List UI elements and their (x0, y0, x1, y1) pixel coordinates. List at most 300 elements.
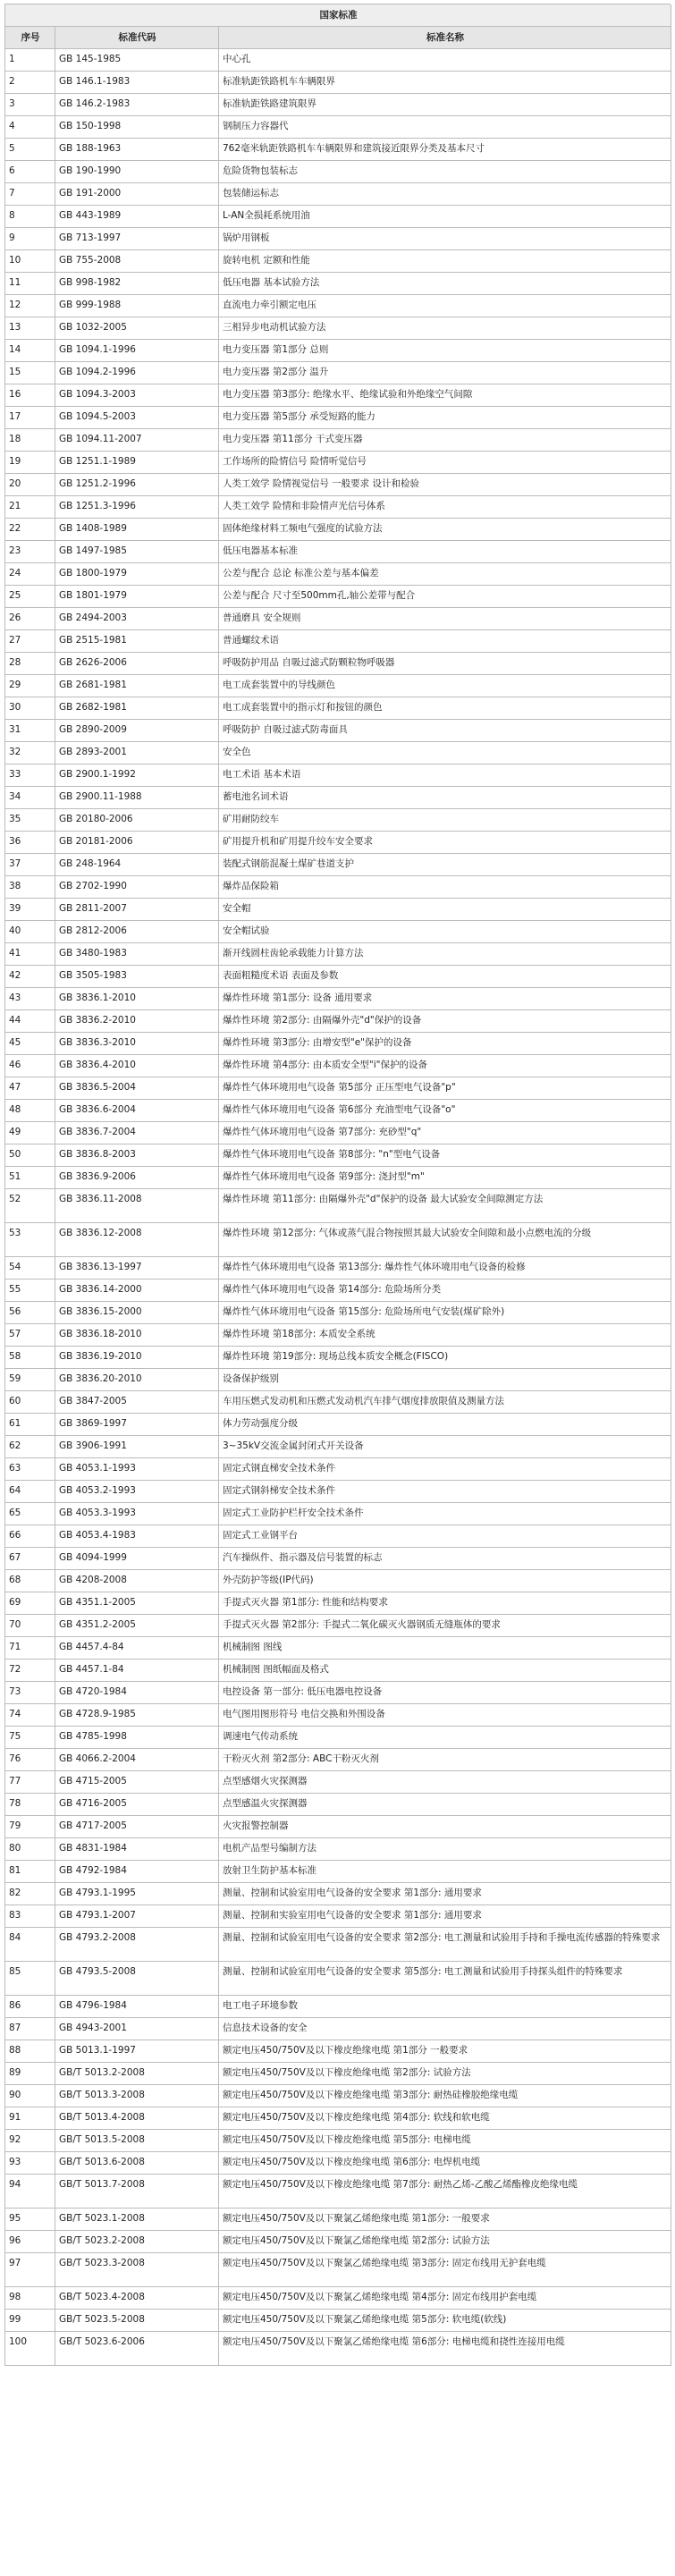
table-row (5, 943, 671, 966)
table-row (5, 340, 671, 362)
table-row (5, 1324, 671, 1347)
row-index: 88 (5, 2040, 55, 2063)
row-name: 电工成套装置中的导线颜色 (219, 675, 671, 697)
row-code: GB 3836.5-2004 (55, 1077, 219, 1100)
row-code: GB 146.2-1983 (55, 94, 219, 116)
table-row (5, 1436, 671, 1458)
row-name: 固体绝缘材料工频电气强度的试验方法 (219, 519, 671, 541)
table-row (5, 1816, 671, 1838)
table-row (5, 1414, 671, 1436)
row-index: 35 (5, 809, 55, 832)
row-name: 电控设备 第一部分: 低压电器电控设备 (219, 1682, 671, 1704)
row-name: 762毫米轨距铁路机车车辆限界和建筑接近限界分类及基本尺寸 (219, 139, 671, 161)
table-body (5, 49, 671, 2366)
row-index: 45 (5, 1033, 55, 1055)
row-index: 71 (5, 1637, 55, 1660)
table-row (5, 1905, 671, 1928)
table-row (5, 1883, 671, 1905)
row-name: 手提式灭火器 第1部分: 性能和结构要求 (219, 1592, 671, 1615)
row-code: GB/T 5023.3-2008 (55, 2253, 219, 2287)
row-code: GB 4728.9-1985 (55, 1704, 219, 1727)
row-code: GB 1408-1989 (55, 519, 219, 541)
table-row (5, 1660, 671, 1682)
table-row (5, 1055, 671, 1077)
row-name: 爆炸性气体环境用电气设备 第14部分: 危险场所分类 (219, 1280, 671, 1302)
table-row (5, 1122, 671, 1144)
row-code: GB 4053.2-1993 (55, 1481, 219, 1503)
table-row (5, 1861, 671, 1883)
row-index: 16 (5, 384, 55, 407)
row-name: 呼吸防护 自吸过滤式防毒面具 (219, 720, 671, 742)
table-row (5, 2063, 671, 2085)
table-header-row (5, 27, 671, 49)
row-index: 13 (5, 317, 55, 340)
table-row (5, 1928, 671, 1962)
row-index: 12 (5, 295, 55, 317)
table-row (5, 563, 671, 586)
row-code: GB 20180-2006 (55, 809, 219, 832)
row-code: GB 998-1982 (55, 273, 219, 295)
row-code: GB 4715-2005 (55, 1771, 219, 1794)
table-row (5, 1347, 671, 1369)
row-code: GB 4351.2-2005 (55, 1615, 219, 1637)
row-name: 爆炸性气体环境用电气设备 第9部分: 浇封型"m" (219, 1167, 671, 1189)
table-row (5, 966, 671, 988)
row-name: 外壳防护等级(IP代码) (219, 1570, 671, 1592)
row-name: 爆炸性气体环境用电气设备 第6部分 充油型电气设备"o" (219, 1100, 671, 1122)
row-index: 70 (5, 1615, 55, 1637)
row-name: L-AN全损耗系统用油 (219, 206, 671, 228)
row-name: 人类工效学 险情视觉信号 一般要求 设计和检验 (219, 474, 671, 496)
row-name: 额定电压450/750V及以下聚氯乙烯绝缘电缆 第5部分: 软电缆(软线) (219, 2310, 671, 2332)
row-code: GB 1032-2005 (55, 317, 219, 340)
row-code: GB/T 5013.3-2008 (55, 2085, 219, 2107)
table-row (5, 697, 671, 720)
row-code: GB 4716-2005 (55, 1794, 219, 1816)
table-row (5, 1167, 671, 1189)
row-index: 85 (5, 1962, 55, 1996)
row-index: 49 (5, 1122, 55, 1144)
row-name: 电机产品型号编制方法 (219, 1838, 671, 1861)
row-name: 测量、控制和试验室用电气设备的安全要求 第2部分: 电工测量和试验用手持和手操电流传感器的特殊要求 (219, 1928, 671, 1962)
row-index: 27 (5, 630, 55, 653)
row-code: GB/T 5023.4-2008 (55, 2287, 219, 2310)
row-code: GB 1094.2-1996 (55, 362, 219, 384)
table-row (5, 1794, 671, 1816)
row-code: GB 4792-1984 (55, 1861, 219, 1883)
table-row (5, 742, 671, 764)
row-index: 81 (5, 1861, 55, 1883)
row-index: 65 (5, 1503, 55, 1525)
row-index: 95 (5, 2209, 55, 2231)
row-name: 额定电压450/750V及以下聚氯乙烯绝缘电缆 第6部分: 电梯电缆和挠性连接用电缆 (219, 2332, 671, 2366)
row-name: 电工成套装置中的指示灯和按钮的颜色 (219, 697, 671, 720)
row-name: 装配式钢筋混凝土煤矿巷道支护 (219, 854, 671, 876)
row-name: 三相异步电动机试验方法 (219, 317, 671, 340)
row-index: 34 (5, 787, 55, 809)
row-code: GB 3906-1991 (55, 1436, 219, 1458)
row-code: GB 2900.11-1988 (55, 787, 219, 809)
header-code: 标准代码 (55, 27, 219, 49)
row-code: GB 4053.4-1983 (55, 1525, 219, 1548)
row-name: 矿用耐防绞车 (219, 809, 671, 832)
row-code: GB/T 5023.1-2008 (55, 2209, 219, 2231)
row-name: 额定电压450/750V及以下橡皮绝缘电缆 第4部分: 软线和软电缆 (219, 2107, 671, 2130)
table-row (5, 809, 671, 832)
row-index: 32 (5, 742, 55, 764)
table-row (5, 139, 671, 161)
row-code: GB 2702-1990 (55, 876, 219, 899)
table-row (5, 1704, 671, 1727)
row-code: GB 4457.1-84 (55, 1660, 219, 1682)
table-row (5, 720, 671, 742)
row-index: 30 (5, 697, 55, 720)
row-name: 工作场所的险情信号 险情听觉信号 (219, 452, 671, 474)
row-name: 额定电压450/750V及以下橡皮绝缘电缆 第5部分: 电梯电缆 (219, 2130, 671, 2152)
row-index: 38 (5, 876, 55, 899)
row-index: 18 (5, 429, 55, 452)
row-index: 43 (5, 988, 55, 1010)
table-row (5, 1727, 671, 1749)
table-row (5, 273, 671, 295)
row-name: 机械制图 图线 (219, 1637, 671, 1660)
table-row (5, 764, 671, 787)
table-row (5, 1481, 671, 1503)
table-row (5, 1010, 671, 1033)
row-index: 80 (5, 1838, 55, 1861)
row-index: 21 (5, 496, 55, 519)
row-index: 61 (5, 1414, 55, 1436)
table-row (5, 1637, 671, 1660)
row-name: 包装储运标志 (219, 183, 671, 206)
table-row (5, 317, 671, 340)
row-name: 固定式钢斜梯安全技术条件 (219, 1481, 671, 1503)
row-name: 标准轨距铁路建筑限界 (219, 94, 671, 116)
row-code: GB/T 5023.5-2008 (55, 2310, 219, 2332)
table-row (5, 2130, 671, 2152)
row-code: GB 3836.11-2008 (55, 1189, 219, 1223)
row-name: 火灾报警控制器 (219, 1816, 671, 1838)
row-name: 汽车操纵件、指示器及信号装置的标志 (219, 1548, 671, 1570)
table-row (5, 384, 671, 407)
row-index: 59 (5, 1369, 55, 1391)
row-code: GB 3836.7-2004 (55, 1122, 219, 1144)
table-row (5, 675, 671, 697)
row-index: 36 (5, 832, 55, 854)
table-row (5, 2040, 671, 2063)
table-row (5, 899, 671, 921)
row-code: GB 1094.3-2003 (55, 384, 219, 407)
row-name: 固定式工业防护栏杆安全技术条件 (219, 1503, 671, 1525)
row-name: 爆炸性环境 第1部分: 设备 通用要求 (219, 988, 671, 1010)
table-row (5, 519, 671, 541)
row-name: 固定式工业钢平台 (219, 1525, 671, 1548)
row-code: GB 248-1964 (55, 854, 219, 876)
row-code: GB 4943-2001 (55, 2018, 219, 2040)
row-name: 安全色 (219, 742, 671, 764)
row-name: 低压电器 基本试验方法 (219, 273, 671, 295)
row-name: 3~35kV交流金属封闭式开关设备 (219, 1436, 671, 1458)
table-row (5, 2253, 671, 2287)
row-name: 点型感烟火灾探测器 (219, 1771, 671, 1794)
table-row (5, 429, 671, 452)
row-name: 爆炸性气体环境用电气设备 第7部分: 充砂型"q" (219, 1122, 671, 1144)
row-index: 25 (5, 586, 55, 608)
table-row (5, 2152, 671, 2175)
row-code: GB 3836.3-2010 (55, 1033, 219, 1055)
row-index: 84 (5, 1928, 55, 1962)
row-name: 爆炸性气体环境用电气设备 第8部分: "n"型电气设备 (219, 1144, 671, 1167)
row-name: 额定电压450/750V及以下聚氯乙烯绝缘电缆 第4部分: 固定布线用护套电缆 (219, 2287, 671, 2310)
row-name: 爆炸性气体环境用电气设备 第15部分: 危险场所电气安装(煤矿除外) (219, 1302, 671, 1324)
row-index: 75 (5, 1727, 55, 1749)
row-name: 爆炸性环境 第3部分: 由增安型"e"保护的设备 (219, 1033, 671, 1055)
row-index: 5 (5, 139, 55, 161)
row-code: GB 999-1988 (55, 295, 219, 317)
table-row (5, 1771, 671, 1794)
row-index: 42 (5, 966, 55, 988)
row-code: GB 4831-1984 (55, 1838, 219, 1861)
row-code: GB/T 5013.5-2008 (55, 2130, 219, 2152)
row-index: 1 (5, 49, 55, 72)
row-name: 调速电气传动系统 (219, 1727, 671, 1749)
row-code: GB 3847-2005 (55, 1391, 219, 1414)
table-row (5, 1100, 671, 1122)
row-name: 渐开线圆柱齿轮承载能力计算方法 (219, 943, 671, 966)
row-name: 锅炉用钢板 (219, 228, 671, 250)
row-code: GB 150-1998 (55, 116, 219, 139)
row-name: 手提式灭火器 第2部分: 手提式二氧化碳灭火器钢质无缝瓶体的要求 (219, 1615, 671, 1637)
table-row (5, 407, 671, 429)
row-code: GB 4793.1-2007 (55, 1905, 219, 1928)
row-code: GB 1497-1985 (55, 541, 219, 563)
row-name: 爆炸性环境 第2部分: 由隔爆外壳"d"保护的设备 (219, 1010, 671, 1033)
table-row (5, 1962, 671, 1996)
row-code: GB/T 5023.2-2008 (55, 2231, 219, 2253)
row-name: 钢制压力容器代 (219, 116, 671, 139)
row-code: GB/T 5013.6-2008 (55, 2152, 219, 2175)
table-row (5, 1458, 671, 1481)
row-name: 额定电压450/750V及以下橡皮绝缘电缆 第2部分: 试验方法 (219, 2063, 671, 2085)
row-code: GB/T 5023.6-2006 (55, 2332, 219, 2366)
row-code: GB/T 5013.7-2008 (55, 2175, 219, 2209)
row-code: GB 188-1963 (55, 139, 219, 161)
table-row (5, 295, 671, 317)
row-name: 体力劳动强度分级 (219, 1414, 671, 1436)
row-code: GB 2890-2009 (55, 720, 219, 742)
row-name: 额定电压450/750V及以下橡皮绝缘电缆 第1部分 一般要求 (219, 2040, 671, 2063)
row-code: GB 3836.15-2000 (55, 1302, 219, 1324)
table-row (5, 1525, 671, 1548)
row-index: 19 (5, 452, 55, 474)
row-code: GB 2681-1981 (55, 675, 219, 697)
row-code: GB 3505-1983 (55, 966, 219, 988)
table-row (5, 72, 671, 94)
row-index: 90 (5, 2085, 55, 2107)
row-index: 10 (5, 250, 55, 273)
table-row (5, 1223, 671, 1257)
row-index: 57 (5, 1324, 55, 1347)
row-name: 爆炸品保险箱 (219, 876, 671, 899)
row-index: 52 (5, 1189, 55, 1223)
table-row (5, 452, 671, 474)
row-index: 17 (5, 407, 55, 429)
row-code: GB 1800-1979 (55, 563, 219, 586)
row-code: GB 146.1-1983 (55, 72, 219, 94)
row-name: 矿用提升机和矿用提升绞车安全要求 (219, 832, 671, 854)
row-code: GB 3836.1-2010 (55, 988, 219, 1010)
row-name: 测量、控制和试验室用电气设备的安全要求 第5部分: 电工测量和试验用手持探头组件的特殊要求 (219, 1962, 671, 1996)
row-name: 电气图用图形符号 电信交换和外围设备 (219, 1704, 671, 1727)
row-index: 83 (5, 1905, 55, 1928)
row-code: GB 2811-2007 (55, 899, 219, 921)
row-code: GB 4793.2-2008 (55, 1928, 219, 1962)
table-row (5, 1749, 671, 1771)
row-index: 44 (5, 1010, 55, 1033)
row-name: 电工术语 基本术语 (219, 764, 671, 787)
row-code: GB 2900.1-1992 (55, 764, 219, 787)
table-row (5, 183, 671, 206)
row-index: 91 (5, 2107, 55, 2130)
row-code: GB 3836.13-1997 (55, 1257, 219, 1280)
table-row (5, 250, 671, 273)
row-name: 爆炸性环境 第4部分: 由本质安全型"i"保护的设备 (219, 1055, 671, 1077)
table-row (5, 1369, 671, 1391)
table-row (5, 1548, 671, 1570)
table-row (5, 2209, 671, 2231)
row-index: 69 (5, 1592, 55, 1615)
row-code: GB 5013.1-1997 (55, 2040, 219, 2063)
row-code: GB 4717-2005 (55, 1816, 219, 1838)
row-name: 机械制图 图纸幅面及格式 (219, 1660, 671, 1682)
header-index: 序号 (5, 27, 55, 49)
table-row (5, 653, 671, 675)
row-name: 点型感温火灾探测器 (219, 1794, 671, 1816)
row-index: 28 (5, 653, 55, 675)
row-index: 66 (5, 1525, 55, 1548)
row-index: 46 (5, 1055, 55, 1077)
row-index: 79 (5, 1816, 55, 1838)
row-index: 3 (5, 94, 55, 116)
row-code: GB 443-1989 (55, 206, 219, 228)
row-index: 86 (5, 1996, 55, 2018)
row-code: GB 3836.18-2010 (55, 1324, 219, 1347)
row-code: GB 2893-2001 (55, 742, 219, 764)
row-name: 电力变压器 第3部分: 绝缘水平、绝缘试验和外绝缘空气间隙 (219, 384, 671, 407)
table-row (5, 1189, 671, 1223)
row-index: 62 (5, 1436, 55, 1458)
row-name: 测量、控制和试验室用电气设备的安全要求 第1部分: 通用要求 (219, 1883, 671, 1905)
row-index: 58 (5, 1347, 55, 1369)
row-name: 额定电压450/750V及以下橡皮绝缘电缆 第7部分: 耐热乙烯-乙酸乙烯酯橡皮绝缘电缆 (219, 2175, 671, 2209)
row-index: 47 (5, 1077, 55, 1100)
table-row (5, 2310, 671, 2332)
row-index: 9 (5, 228, 55, 250)
row-name: 直流电力牵引额定电压 (219, 295, 671, 317)
row-code: GB 3480-1983 (55, 943, 219, 966)
row-name: 蓄电池名词术语 (219, 787, 671, 809)
row-index: 31 (5, 720, 55, 742)
row-code: GB 1251.1-1989 (55, 452, 219, 474)
table-row (5, 988, 671, 1010)
row-index: 6 (5, 161, 55, 183)
row-index: 8 (5, 206, 55, 228)
table-row (5, 2175, 671, 2209)
row-name: 普通磨具 安全规则 (219, 608, 671, 630)
row-name: 安全帽 (219, 899, 671, 921)
table-row (5, 1257, 671, 1280)
row-code: GB 1094.11-2007 (55, 429, 219, 452)
row-code: GB 3836.2-2010 (55, 1010, 219, 1033)
row-code: GB 2626-2006 (55, 653, 219, 675)
row-code: GB 4457.4-84 (55, 1637, 219, 1660)
row-index: 48 (5, 1100, 55, 1122)
row-index: 64 (5, 1481, 55, 1503)
row-index: 67 (5, 1548, 55, 1570)
row-name: 电力变压器 第5部分 承受短路的能力 (219, 407, 671, 429)
row-index: 72 (5, 1660, 55, 1682)
row-name: 低压电器基本标准 (219, 541, 671, 563)
row-name: 表面粗糙度术语 表面及参数 (219, 966, 671, 988)
row-index: 55 (5, 1280, 55, 1302)
table-row (5, 2332, 671, 2366)
row-code: GB 2682-1981 (55, 697, 219, 720)
row-name: 信息技术设备的安全 (219, 2018, 671, 2040)
row-code: GB 3836.14-2000 (55, 1280, 219, 1302)
row-name: 电工电子环境参数 (219, 1996, 671, 2018)
row-code: GB/T 5013.4-2008 (55, 2107, 219, 2130)
row-index: 40 (5, 921, 55, 943)
row-index: 60 (5, 1391, 55, 1414)
row-index: 76 (5, 1749, 55, 1771)
row-name: 标准轨距铁路机车车辆限界 (219, 72, 671, 94)
table-row (5, 474, 671, 496)
row-index: 50 (5, 1144, 55, 1167)
row-name: 电力变压器 第1部分 总则 (219, 340, 671, 362)
row-index: 4 (5, 116, 55, 139)
row-code: GB 2515-1981 (55, 630, 219, 653)
table-row (5, 1570, 671, 1592)
row-index: 33 (5, 764, 55, 787)
row-name: 爆炸性环境 第18部分: 本质安全系统 (219, 1324, 671, 1347)
table-row (5, 1033, 671, 1055)
row-index: 73 (5, 1682, 55, 1704)
table-row (5, 2085, 671, 2107)
row-index: 53 (5, 1223, 55, 1257)
row-code: GB 1251.2-1996 (55, 474, 219, 496)
row-name: 呼吸防护用品 自吸过滤式防颗粒物呼吸器 (219, 653, 671, 675)
row-name: 爆炸性环境 第11部分: 由隔爆外壳"d"保护的设备 最大试验安全间隙测定方法 (219, 1189, 671, 1223)
table-row (5, 206, 671, 228)
row-code: GB 4793.1-1995 (55, 1883, 219, 1905)
table-row (5, 1280, 671, 1302)
row-index: 77 (5, 1771, 55, 1794)
row-index: 98 (5, 2287, 55, 2310)
table-row (5, 1144, 671, 1167)
row-code: GB 3836.9-2006 (55, 1167, 219, 1189)
table-row (5, 541, 671, 563)
row-index: 2 (5, 72, 55, 94)
row-index: 51 (5, 1167, 55, 1189)
table-row (5, 876, 671, 899)
row-name: 爆炸性环境 第12部分: 气体或蒸气混合物按照其最大试验安全间隙和最小点燃电流的分级 (219, 1223, 671, 1257)
row-name: 危险货物包装标志 (219, 161, 671, 183)
row-name: 额定电压450/750V及以下聚氯乙烯绝缘电缆 第1部分: 一般要求 (219, 2209, 671, 2231)
row-code: GB 1094.1-1996 (55, 340, 219, 362)
row-index: 11 (5, 273, 55, 295)
row-code: GB 145-1985 (55, 49, 219, 72)
row-code: GB 2494-2003 (55, 608, 219, 630)
